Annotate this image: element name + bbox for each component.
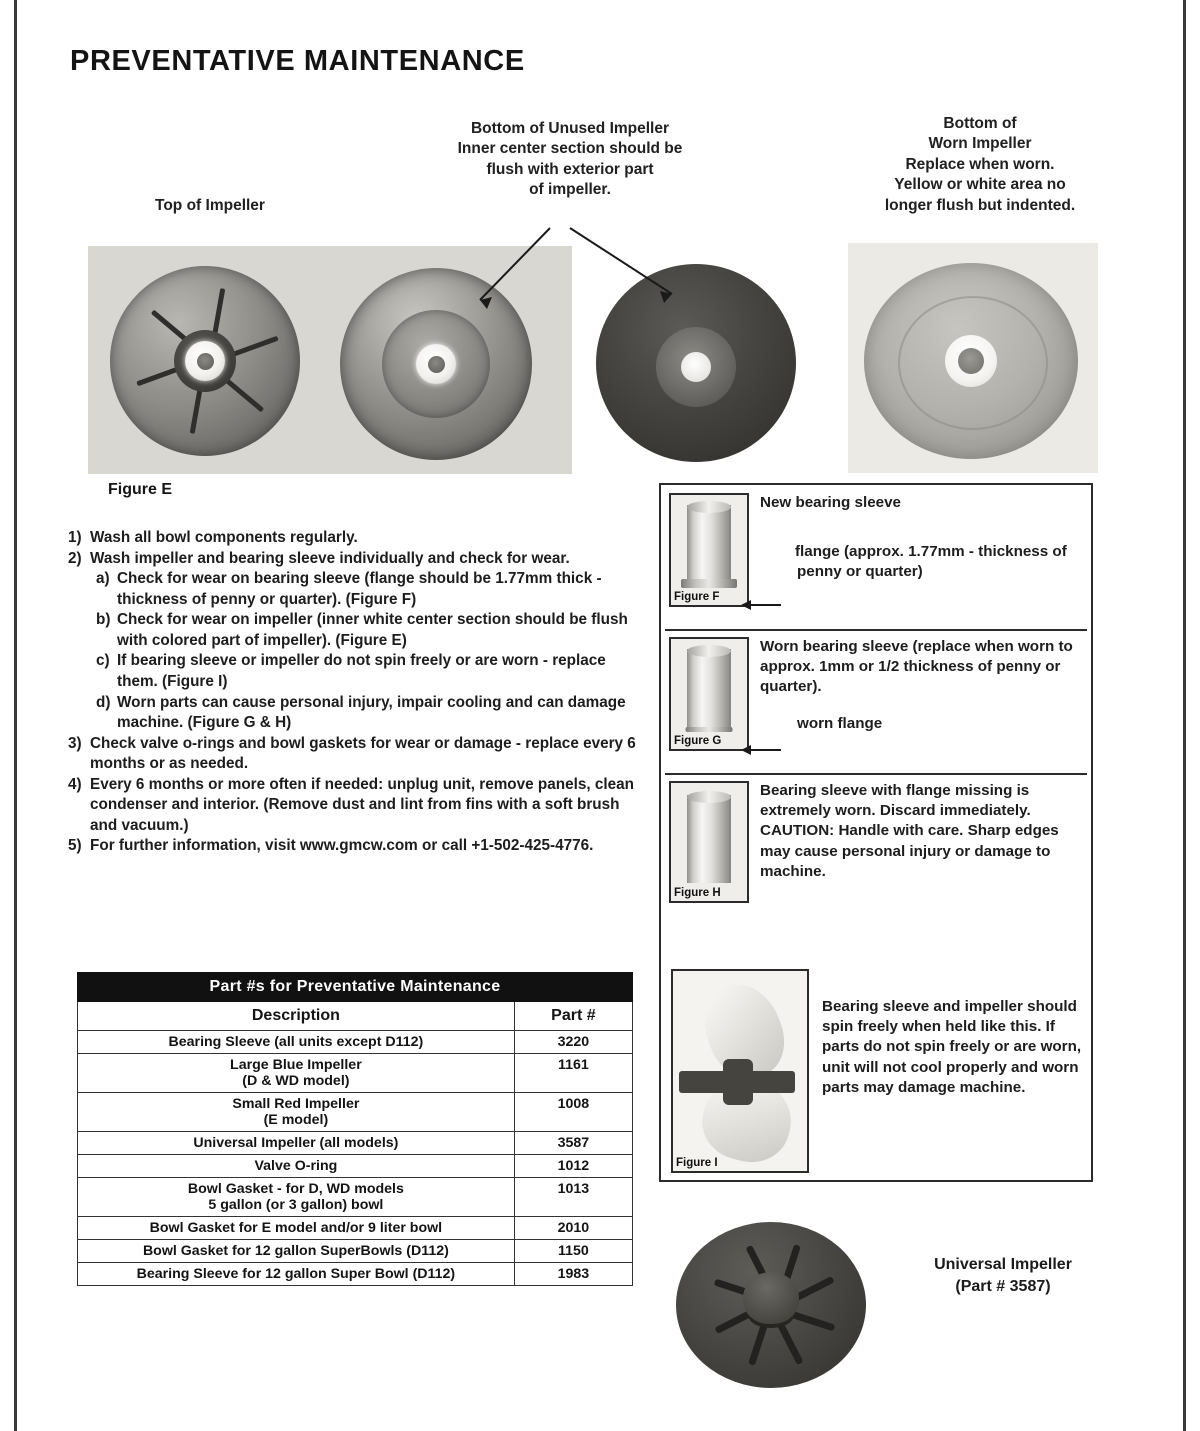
caption-line: Bottom of (943, 115, 1017, 132)
list-text: Every 6 months or more often if needed: unplug unit, remove panels, clean condenser and interior. (Remove dust and lint from fins with a soft brush and vacuum.) (90, 775, 634, 834)
list-marker: 4) (68, 775, 82, 793)
figure-e-label: Figure E (108, 481, 173, 498)
bearing-sleeve-held (723, 1059, 753, 1105)
caption-line: Universal Impeller (934, 1256, 1072, 1273)
list-marker: d) (96, 693, 111, 711)
list-text: Check for wear on bearing sleeve (flange should be 1.77mm thick - thickness of penny or quarter). (Figure F) (117, 570, 602, 608)
bearing-sleeve-body (687, 505, 731, 583)
worn-bearing-sleeve-top-rim (687, 645, 731, 657)
cell-description-line2: (D & WD model) (242, 1073, 350, 1089)
bearing-sleeve-figure-panel (659, 483, 1093, 1182)
list-item (68, 734, 648, 775)
parts-table (77, 972, 633, 1286)
caption-line: longer flush but indented. (884, 196, 1076, 214)
list-marker: 3) (68, 734, 82, 752)
cell-part-number: 1013 (514, 1178, 632, 1217)
cell-description (78, 1178, 515, 1217)
cell-part-number: 3587 (514, 1132, 632, 1155)
figure-h-text-block (749, 781, 1090, 903)
bearing-sleeve-top-rim (687, 501, 731, 513)
list-marker: 5) (68, 837, 82, 855)
figure-g-row (669, 637, 1090, 751)
photo-universal-impeller (676, 1218, 872, 1393)
unused-impeller-disc (596, 264, 796, 462)
list-subitem (96, 569, 648, 610)
cell-description: Bearing Sleeve (all units except D112) (78, 1031, 515, 1054)
cell-part-number: 1161 (514, 1054, 632, 1093)
caption-line: Worn Impeller (928, 135, 1032, 153)
table-row (78, 1093, 633, 1132)
cell-description: Valve O-ring (78, 1155, 515, 1178)
list-text: Worn parts can cause personal injury, impair cooling and can damage machine. (Figure G & H) (117, 693, 626, 732)
universal-impeller-body (676, 1222, 866, 1388)
caption-top-of-impeller: Top of Impeller (155, 197, 265, 214)
list-marker: c) (96, 652, 110, 670)
cell-part-number: 3220 (514, 1031, 632, 1054)
list-text: Check for wear on impeller (inner white center section should be flush with colored part of impeller). (Figure E) (117, 611, 628, 649)
table-row (78, 1263, 633, 1286)
figure-h-text-caution: CAUTION: Handle with care. Sharp edges may cause personal injury or damage to machine. (760, 822, 1059, 880)
figure-f-row (669, 493, 1090, 607)
table-row (78, 1031, 633, 1054)
impeller-bottom-view (340, 268, 532, 460)
caption-line: (Part # 3587) (955, 1277, 1051, 1295)
figure-f-thumbnail (669, 493, 749, 607)
list-text: Wash all bowl components regularly. (90, 529, 358, 546)
list-marker: a) (96, 570, 110, 588)
figure-h-text-primary: Bearing sleeve with flange missing is extremely worn. Discard immediately. (760, 782, 1031, 820)
table-row (78, 1240, 633, 1263)
cell-description: Universal Impeller (all models) (78, 1132, 515, 1155)
figure-f-text-block (749, 493, 1090, 607)
list-marker: b) (96, 611, 111, 629)
list-text: Wash impeller and bearing sleeve individually and check for wear. (90, 549, 570, 567)
figure-i-thumbnail (671, 969, 809, 1173)
figure-h-row (669, 781, 1090, 903)
flangeless-bearing-sleeve-body (687, 795, 731, 883)
worn-impeller-disc (864, 263, 1078, 459)
figure-f-heading: New bearing sleeve (760, 494, 901, 511)
list-subitem (96, 651, 648, 692)
bearing-sleeve-flange (681, 579, 737, 588)
list-item (68, 528, 648, 549)
list-subitem (96, 693, 648, 734)
list-text: For further information, visit www.gmcw.com or call +1-502-425-4776. (90, 837, 594, 855)
list-item (68, 549, 648, 570)
flangeless-bearing-sleeve-top-rim (687, 791, 731, 803)
impeller-top-view (110, 266, 300, 456)
page-border-left (14, 0, 17, 1431)
figure-f-callout-arrow (733, 595, 793, 615)
caption-worn-impeller (840, 114, 1120, 216)
figure-panel-divider (665, 629, 1087, 631)
cell-part-number: 2010 (514, 1217, 632, 1240)
cell-description (78, 1093, 515, 1132)
figure-g-callout: worn flange (797, 714, 883, 732)
worn-bearing-sleeve-body (687, 649, 731, 731)
figure-h-thumbnail (669, 781, 749, 903)
figure-i-row (671, 969, 1094, 1173)
unused-impeller-bore (681, 352, 711, 382)
cell-description: Bearing Sleeve for 12 gallon Super Bowl (D112) (78, 1263, 515, 1286)
list-text: If bearing sleeve or impeller do not spin freely or are worn - replace them. (Figure I) (117, 652, 606, 690)
cell-description (78, 1054, 515, 1093)
list-marker: 1) (68, 529, 82, 546)
worn-bearing-sleeve-flange (686, 727, 733, 732)
caption-unused-impeller (405, 119, 735, 201)
cell-part-number: 1008 (514, 1093, 632, 1132)
photo-unused-impeller-bottom (584, 248, 812, 472)
caption-line: Bottom of Unused Impeller (470, 120, 670, 137)
table-row (78, 1155, 633, 1178)
cell-part-number: 1983 (514, 1263, 632, 1286)
caption-line: Yellow or white area no (894, 176, 1066, 194)
figure-g-label: Figure G (674, 735, 722, 747)
list-text: Check valve o-rings and bowl gaskets for wear or damage - replace every 6 months or as needed. (90, 734, 636, 773)
table-row (78, 1217, 633, 1240)
page-title: PREVENTATIVE MAINTENANCE (70, 45, 525, 77)
figure-f-callout: flange (approx. 1.77mm - thickness of penny or quarter) (795, 543, 1067, 581)
column-header-part: Part # (514, 1002, 632, 1031)
table-row (78, 1054, 633, 1093)
cell-description-line2: 5 gallon (or 3 gallon) bowl (208, 1197, 384, 1213)
figure-i-text: Bearing sleeve and impeller should spin freely when held like this. If parts do not spin freely or are worn, unit will not cool properly and worn parts may damage machine. (822, 998, 1082, 1096)
list-subitem (96, 610, 648, 651)
impeller-bore (197, 353, 214, 370)
figure-i-text-block (809, 969, 1094, 1173)
photo-worn-impeller-bottom (848, 243, 1098, 473)
caption-universal-impeller (888, 1254, 1118, 1297)
cell-description-line1: Bowl Gasket - for D, WD models (187, 1181, 404, 1197)
caption-line: of impeller. (529, 181, 611, 199)
list-marker: 2) (68, 549, 82, 567)
cell-description-line1: Small Red Impeller (232, 1096, 360, 1112)
figure-panel-divider (665, 773, 1087, 775)
impeller-bore (428, 356, 445, 373)
figure-g-thumbnail (669, 637, 749, 751)
universal-impeller-hub (743, 1272, 799, 1324)
table-row (78, 1132, 633, 1155)
caption-line: flush with exterior part (486, 160, 654, 178)
caption-line: Inner center section should be (457, 140, 683, 158)
cell-description-line2: (E model) (263, 1112, 329, 1128)
figure-i-label: Figure I (676, 1157, 718, 1169)
cell-description: Bowl Gasket for E model and/or 9 liter bowl (78, 1217, 515, 1240)
table-row (78, 1178, 633, 1217)
cell-part-number: 1012 (514, 1155, 632, 1178)
figure-g-text-block (749, 637, 1090, 751)
column-header-description: Description (78, 1002, 515, 1031)
figure-h-label: Figure H (674, 887, 721, 899)
cell-part-number: 1150 (514, 1240, 632, 1263)
table-header-row (78, 1002, 633, 1031)
figure-g-callout-arrow (733, 740, 793, 760)
table-title-row (78, 973, 633, 1002)
page-border-right (1183, 0, 1186, 1431)
worn-impeller-bore (958, 348, 984, 374)
maintenance-instruction-list (68, 528, 648, 857)
table-title: Part #s for Preventative Maintenance (78, 973, 633, 1002)
cell-description: Bowl Gasket for 12 gallon SuperBowls (D112) (78, 1240, 515, 1263)
list-item (68, 775, 648, 837)
caption-line: Replace when worn. (905, 155, 1055, 173)
figure-f-label: Figure F (674, 591, 720, 603)
figure-g-heading: Worn bearing sleeve (replace when worn to approx. 1mm or 1/2 thickness of penny or quarter). (760, 638, 1073, 696)
photo-impeller-top-and-bottom (88, 246, 572, 474)
list-item (68, 836, 648, 857)
cell-description-line1: Large Blue Impeller (230, 1057, 362, 1073)
